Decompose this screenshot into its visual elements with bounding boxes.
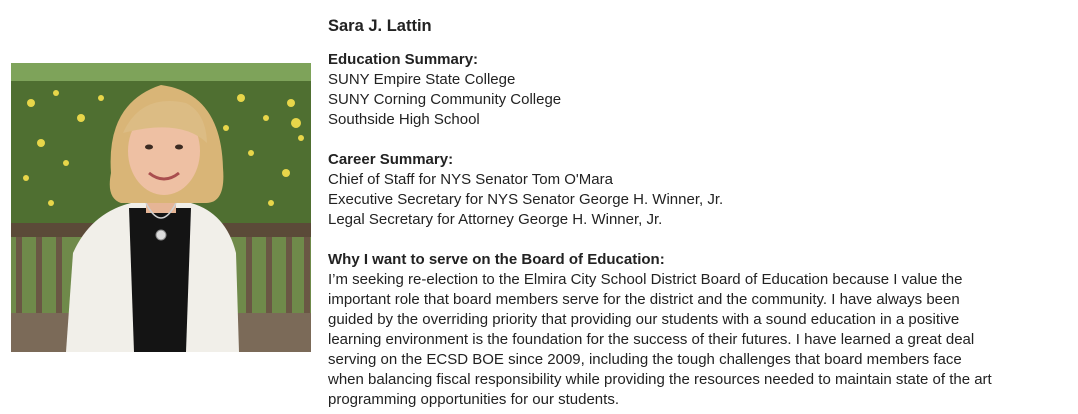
paragraph-line: when balancing fiscal responsibility while providing the resources needed to maintain state of the art — [328, 371, 992, 388]
career-item: Chief of Staff for NYS Senator Tom O'Mara — [328, 171, 613, 188]
career-section — [328, 150, 1068, 230]
career-item: Legal Secretary for Attorney George H. Winner, Jr. — [328, 211, 663, 228]
education-section — [328, 50, 1068, 130]
education-item: SUNY Corning Community College — [328, 91, 562, 108]
candidate-photo — [11, 63, 311, 352]
candidate-profile — [328, 14, 1068, 410]
paragraph-line: serving on the ECSD BOE since 2009, including the tough challenges that board members face — [328, 351, 962, 368]
paragraph-line: learning environment is the foundation for the success of their futures. I have learned a great deal — [328, 331, 975, 348]
paragraph-line: important role that board members serve for the district and the community. I have always been — [328, 291, 960, 308]
why-serve-section — [328, 250, 1068, 410]
education-heading: Education Summary: — [328, 51, 479, 68]
paragraph-line: guided by the overriding priority that providing our students with a sound education in a positive — [328, 311, 960, 328]
career-heading: Career Summary: — [328, 151, 454, 168]
paragraph-line: I’m seeking re-election to the Elmira City School District Board of Education because I value the — [328, 271, 963, 288]
why-serve-heading: Why I want to serve on the Board of Education: — [328, 251, 665, 268]
candidate-name: Sara J. Lattin — [328, 17, 432, 35]
education-item: Southside High School — [328, 111, 480, 128]
paragraph-line: programming opportunities for our students. — [328, 391, 619, 408]
education-item: SUNY Empire State College — [328, 71, 516, 88]
career-item: Executive Secretary for NYS Senator George H. Winner, Jr. — [328, 191, 724, 208]
why-serve-paragraph — [328, 270, 1068, 410]
portrait-photo — [11, 63, 311, 352]
